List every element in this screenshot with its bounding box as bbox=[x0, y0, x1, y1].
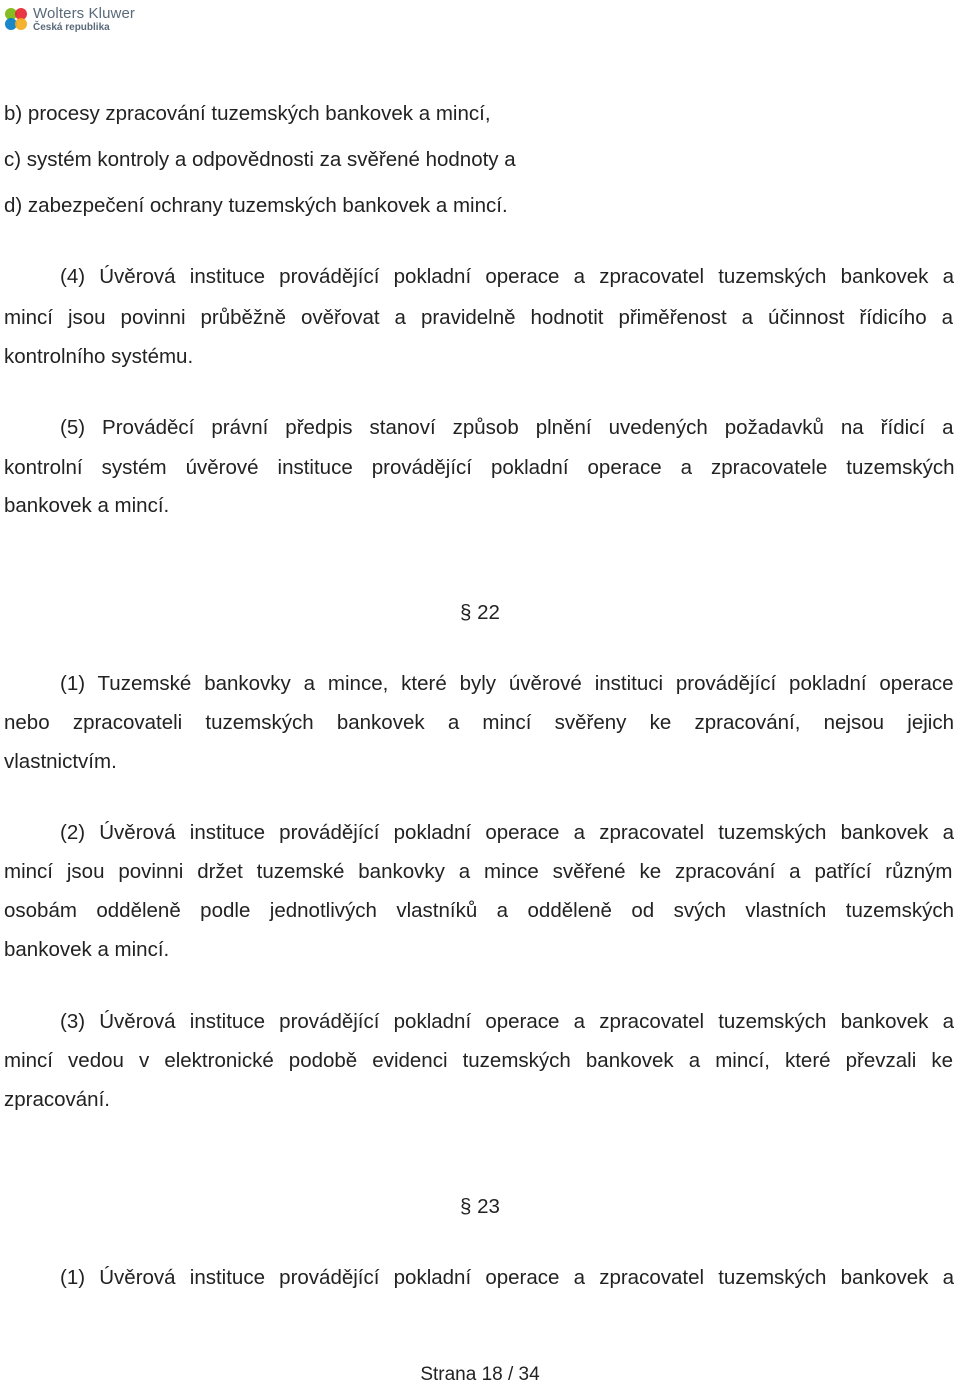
paragraph-line: mincí vedou v elektronické podobě evidenci tuzemských bankovek a mincí, které převzali ke bbox=[4, 1049, 953, 1072]
logo-brand: Wolters Kluwer bbox=[33, 4, 135, 22]
section-heading: § 23 bbox=[460, 1195, 500, 1218]
section-heading: § 22 bbox=[460, 601, 500, 624]
paragraph-line: (2) Úvěrová instituce provádějící pokladní operace a zpracovatel tuzemských bankovek a bbox=[60, 821, 954, 844]
page-number: Strana 18 / 34 bbox=[420, 1364, 540, 1385]
paragraph-line: osobám odděleně podle jednotlivých vlastníků a odděleně od svých vlastních tuzemských bbox=[4, 899, 954, 922]
paragraph-line: mincí jsou povinni držet tuzemské bankovky a mince svěřené ke zpracování a patřící různým bbox=[4, 860, 953, 883]
paragraph-line: (1) Úvěrová instituce provádějící pokladní operace a zpracovatel tuzemských bankovek a bbox=[60, 1266, 954, 1289]
wolters-kluwer-logo-icon bbox=[3, 6, 29, 32]
paragraph-line: mincí jsou povinni průběžně ověřovat a pravidelně hodnotit přiměřenost a účinnost řídicího a bbox=[4, 306, 953, 329]
paragraph-line: kontrolní systém úvěrové instituce provádějící pokladní operace a zpracovatele tuzemských bbox=[4, 456, 955, 479]
text-line: d) zabezpečení ochrany tuzemských bankovek a mincí. bbox=[4, 194, 508, 217]
paragraph-line: (3) Úvěrová instituce provádějící pokladní operace a zpracovatel tuzemských bankovek a bbox=[60, 1010, 954, 1033]
paragraph-line: bankovek a mincí. bbox=[4, 494, 170, 517]
logo-subtitle: Česká republika bbox=[33, 21, 110, 33]
paragraph-line: (5) Prováděcí právní předpis stanoví způsob plnění uvedených požadavků na řídicí a bbox=[60, 416, 954, 439]
publisher-logo bbox=[3, 3, 135, 35]
paragraph-line: (1) Tuzemské bankovky a mince, které byly úvěrové instituci provádějící pokladní operace bbox=[60, 672, 954, 695]
paragraph-line: vlastnictvím. bbox=[4, 750, 117, 773]
text-line: b) procesy zpracování tuzemských bankovek a mincí, bbox=[4, 102, 491, 125]
paragraph-line: kontrolního systému. bbox=[4, 345, 194, 368]
text-line: c) systém kontroly a odpovědnosti za svěřené hodnoty a bbox=[4, 148, 516, 171]
paragraph-line: nebo zpracovateli tuzemských bankovek a mincí svěřeny ke zpracování, nejsou jejich bbox=[4, 711, 954, 734]
paragraph-line: (4) Úvěrová instituce provádějící pokladní operace a zpracovatel tuzemských bankovek a bbox=[60, 265, 954, 288]
paragraph-line: zpracování. bbox=[4, 1088, 110, 1111]
paragraph-line: bankovek a mincí. bbox=[4, 938, 170, 961]
